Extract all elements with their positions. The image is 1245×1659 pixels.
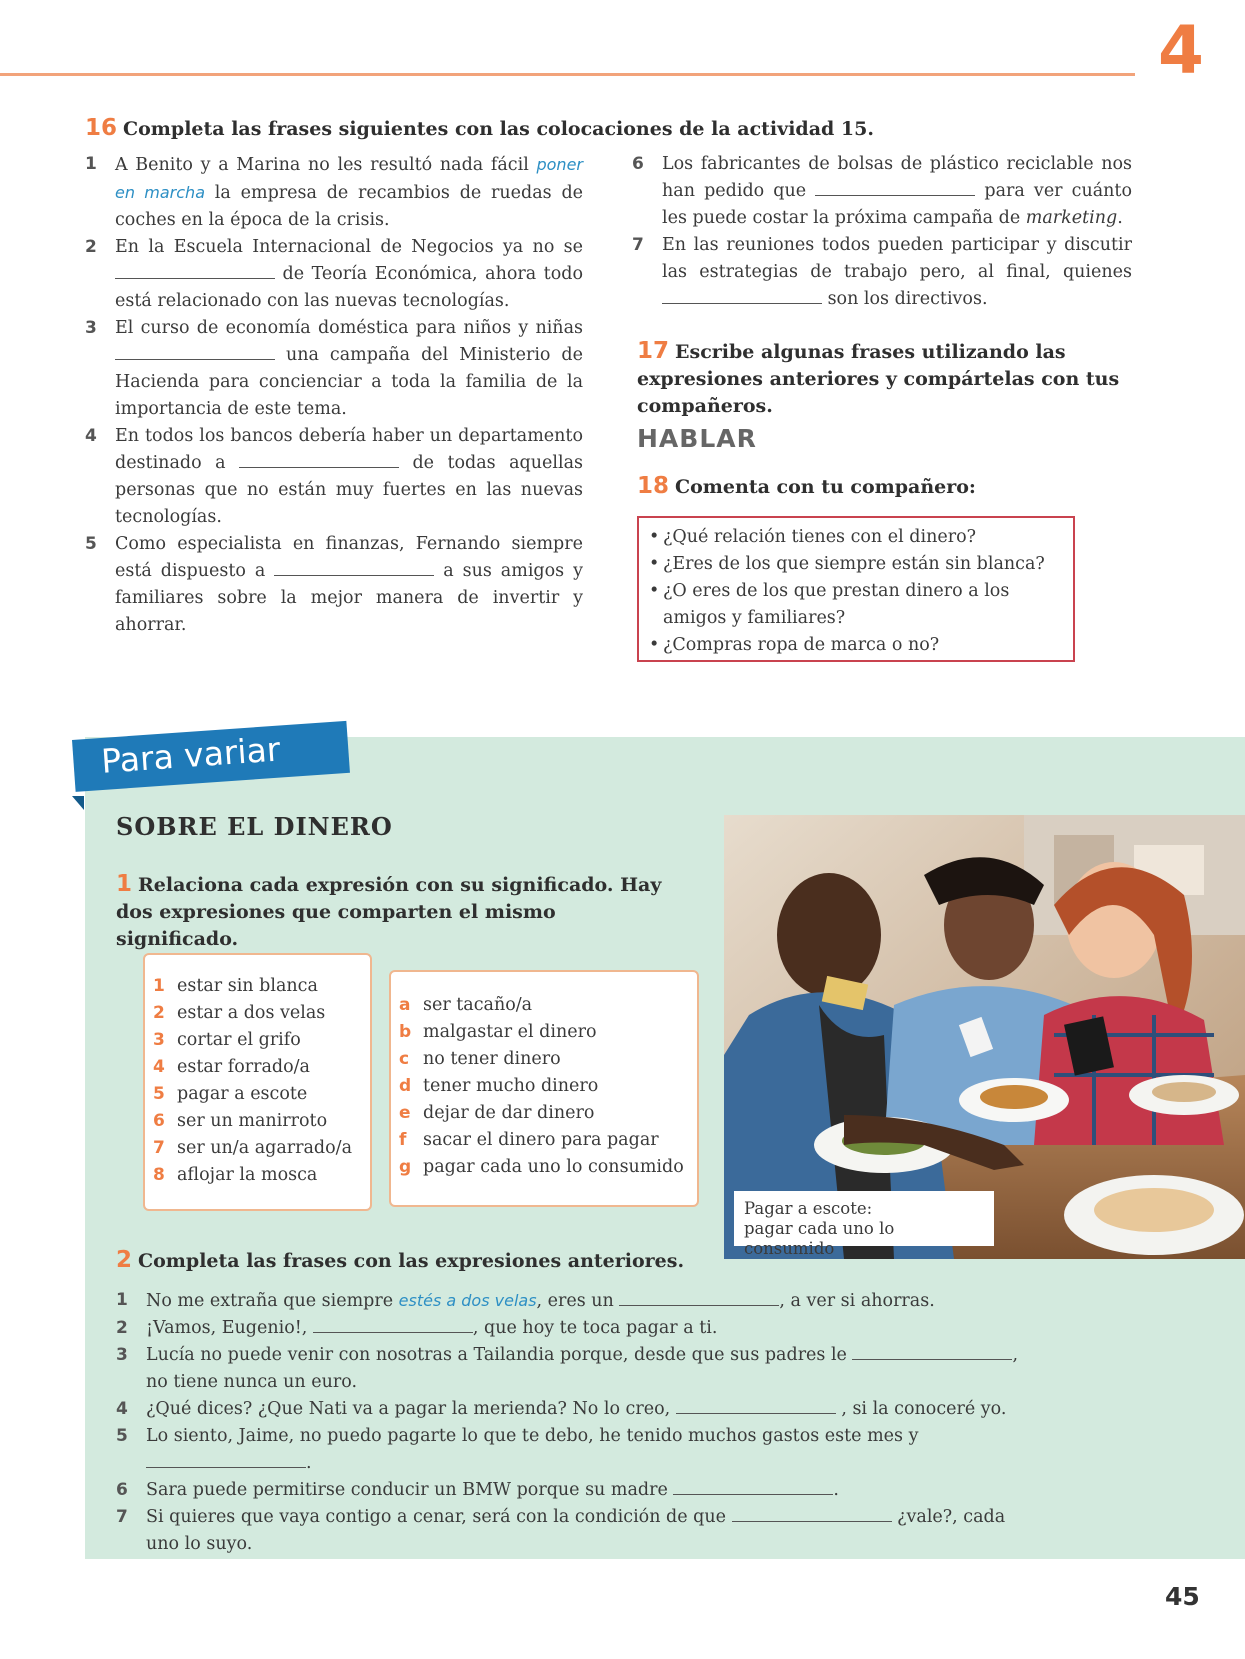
list-item: 4 estar forrado/a [153, 1057, 310, 1077]
answer-blank[interactable] [662, 287, 822, 304]
answer-example: estés a dos velas [398, 1291, 537, 1310]
list-item: g pagar cada uno lo consumido [399, 1157, 684, 1177]
list-item: b malgastar el dinero [399, 1022, 597, 1042]
list-item: e dejar de dar dinero [399, 1103, 595, 1123]
list-item: 1 A Benito y a Marina no les resultó nada fácil poner en marcha la empresa de recambios de ruedas de coches en la época de la crisis. [85, 154, 583, 230]
activity-18-title: Comenta con tu compañero: [675, 476, 976, 498]
discussion-questions-box [637, 516, 1075, 662]
list-item: f sacar el dinero para pagar [399, 1130, 659, 1150]
top-rule [0, 73, 1135, 76]
list-item: 2 estar a dos velas [153, 1003, 326, 1023]
section-title: SOBRE EL DINERO [116, 812, 393, 841]
list-item: 6 Sara puede permitirse conducir un BMW porque su madre . [116, 1480, 839, 1500]
list-item: • ¿Compras ropa de marca o no? [649, 635, 940, 655]
answer-blank[interactable] [146, 1451, 306, 1468]
photo-caption: Pagar a escote: pagar cada uno lo consumido [734, 1191, 994, 1246]
list-item: 3 El curso de economía doméstica para niños y niñas una campaña del Ministerio de Hacienda para concienciar a toda la familia de la importancia de este tema. [85, 318, 583, 419]
list-item: 8 aflojar la mosca [153, 1165, 318, 1185]
activity-16-number: 16 [85, 115, 118, 141]
list-item: 5 pagar a escote [153, 1084, 308, 1104]
answer-blank[interactable] [239, 451, 399, 468]
para-variar-activity-2-heading [116, 1247, 716, 1275]
meanings-box [389, 970, 699, 1207]
para-variar-activity-1-number: 1 [116, 871, 133, 897]
activity-17-title: Escribe algunas frases utilizando las expresiones anteriores y compártelas con tus compañeros. [637, 341, 1120, 417]
answer-blank[interactable] [732, 1505, 892, 1522]
activity-16-right-column [632, 151, 1132, 313]
answer-blank[interactable] [313, 1316, 473, 1333]
list-item: 1 No me extraña que siempre estés a dos velas, eres un , a ver si ahorras. [116, 1290, 935, 1311]
activity-18-heading [637, 473, 1137, 501]
ribbon-label: Para variar [100, 729, 282, 781]
page-number: 45 [1165, 1582, 1200, 1611]
answer-blank[interactable] [852, 1343, 1012, 1360]
activity-18-number: 18 [637, 473, 670, 499]
list-item: 2 En la Escuela Internacional de Negocios ya no se de Teoría Económica, ahora todo está relacionado con las nuevas tecnologías. [85, 237, 583, 311]
activity-17-heading [637, 338, 1137, 420]
para-variar-activity-2-title: Completa las frases con las expresiones anteriores. [138, 1250, 685, 1272]
list-item: 4 En todos los bancos debería haber un departamento destinado a de todas aquellas personas que no están muy fuertes en las nuevas tecnologías. [85, 426, 583, 527]
unit-number: 4 [1158, 12, 1204, 89]
answer-blank[interactable] [815, 179, 975, 196]
answer-blank[interactable] [115, 262, 275, 279]
answer-blank[interactable] [274, 559, 434, 576]
activity-16-title: Completa las frases siguientes con las colocaciones de la actividad 15. [123, 118, 874, 140]
answer-blank[interactable] [115, 343, 275, 360]
para-variar-activity-2-list [116, 1287, 1036, 1558]
list-item: c no tener dinero [399, 1049, 561, 1069]
list-item: d tener mucho dinero [399, 1076, 599, 1096]
list-item: • ¿O eres de los que prestan dinero a los amigos y familiares? [649, 581, 1010, 628]
section-heading-hablar: HABLAR [637, 424, 757, 453]
list-item: 1 estar sin blanca [153, 976, 318, 996]
list-item: 3 cortar el grifo [153, 1030, 301, 1050]
list-item: 7 ser un/a agarrado/a [153, 1138, 352, 1158]
activity-16-left-column [85, 151, 583, 639]
answer-blank[interactable] [673, 1478, 833, 1495]
activity-17-number: 17 [637, 338, 670, 364]
ribbon-fold [72, 796, 84, 810]
answer-blank[interactable] [619, 1289, 779, 1306]
list-item: 7 Si quieres que vaya contigo a cenar, será con la condición de que ¿vale?, cada uno lo suyo. [116, 1507, 1006, 1554]
list-item: a ser tacaño/a [399, 995, 533, 1015]
list-item: 6 ser un manirroto [153, 1111, 328, 1131]
activity-16-heading [85, 115, 1085, 143]
list-item: 6 Los fabricantes de bolsas de plástico reciclable nos han pedido que para ver cuánto les puede costar la próxima campaña de marketing. [632, 154, 1133, 228]
answer-blank[interactable] [676, 1397, 836, 1414]
list-item: 5 Lo siento, Jaime, no puedo pagarte lo que te debo, he tenido muchos gastos este mes y . [116, 1426, 919, 1473]
list-item: 7 En las reuniones todos pueden participar y discutir las estrategias de trabajo pero, al final, quienes son los directivos. [632, 235, 1132, 309]
list-item: 5 Como especialista en finanzas, Fernando siempre está dispuesto a a sus amigos y familiares sobre la mejor manera de invertir y ahorrar. [85, 534, 583, 635]
para-variar-activity-2-number: 2 [116, 1247, 133, 1273]
answer-example: poner en marcha [115, 155, 583, 202]
para-variar-activity-1-title: Relaciona cada expresión con su significado. Hay dos expresiones que comparten el mismo significado. [116, 874, 662, 950]
list-item: 3 Lucía no puede venir con nosotras a Tailandia porque, desde que sus padres le , no tiene nunca un euro. [116, 1345, 1019, 1392]
para-variar-activity-1-heading [116, 871, 676, 953]
list-item: • ¿Eres de los que siempre están sin blanca? [649, 554, 1045, 574]
expressions-box [143, 953, 372, 1211]
list-item: 2 ¡Vamos, Eugenio!, , que hoy te toca pagar a ti. [116, 1318, 718, 1338]
list-item: • ¿Qué relación tienes con el dinero? [649, 527, 976, 547]
list-item: 4 ¿Qué dices? ¿Que Nati va a pagar la merienda? No lo creo, , si la conoceré yo. [116, 1399, 1007, 1419]
